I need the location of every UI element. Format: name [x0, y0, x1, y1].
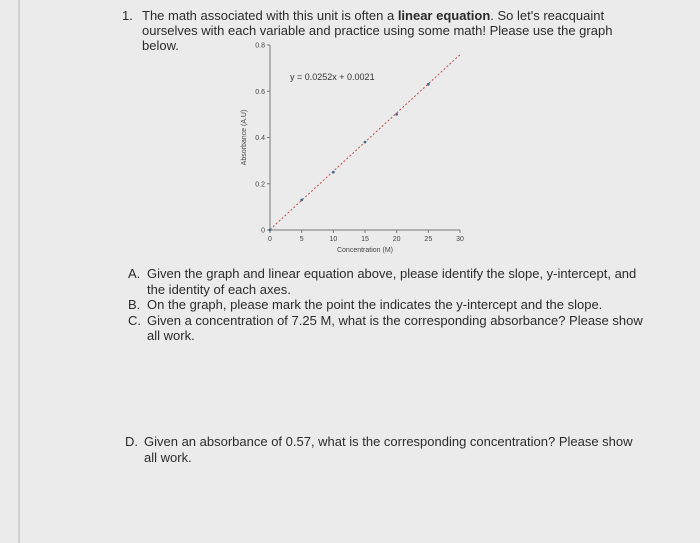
part-a	[128, 266, 644, 297]
part-b	[128, 297, 644, 313]
x-tick-label: 30	[456, 236, 464, 243]
data-point	[395, 113, 398, 116]
x-tick-label: 20	[392, 236, 401, 243]
part-a-text: Given the graph and linear equation above, please identify the slope, y-intercept, and the identity of each axes.	[147, 266, 637, 297]
x-tick-label: 15	[361, 236, 369, 243]
part-a-label: A.	[128, 266, 141, 281]
y-axis-label: Absorbance (A.U)	[241, 109, 248, 166]
question-parts-list	[128, 266, 644, 344]
data-point	[300, 199, 303, 202]
part-b-label: B.	[128, 297, 141, 312]
data-point	[364, 141, 367, 144]
x-tick-label: 10	[329, 236, 338, 243]
question-1-lead: The math associated with this unit is often a	[142, 8, 398, 23]
part-c-label: C.	[128, 312, 141, 328]
page-edge	[18, 0, 20, 543]
y-tick-label: 0.2	[255, 181, 265, 189]
data-point	[427, 83, 430, 86]
y-tick-label: 0.6	[255, 88, 265, 96]
part-d	[125, 434, 647, 465]
question-1-tail: . So let's reacquaint ourselves with each variable and practice using some math! Please use the graph below.	[142, 8, 613, 53]
question-1-bold-term: linear equation	[397, 8, 491, 23]
part-d-text: Given an absorbance of 0.57, what is the corresponding concentration? Please show all work.	[144, 434, 633, 465]
chart-svg	[232, 40, 472, 255]
part-d-label: D.	[125, 434, 138, 449]
x-axis-label: Concentration (M)	[336, 247, 394, 254]
x-tick-label: 0	[268, 236, 272, 243]
y-tick-label: 0.4	[255, 135, 265, 142]
part-b-text: On the graph, please mark the point the indicates the y-intercept and the slope.	[147, 297, 603, 312]
trendline-equation: y = 0.0252x + 0.0021	[290, 72, 375, 82]
data-point	[269, 229, 272, 232]
question-part-d	[125, 434, 647, 465]
y-tick-label: 0	[261, 227, 265, 235]
y-tick-label: 0.8	[255, 42, 265, 50]
x-tick-label: 25	[424, 236, 433, 243]
data-point	[332, 171, 335, 174]
question-number: 1.	[122, 8, 133, 23]
x-tick-label: 5	[299, 236, 304, 243]
part-c	[128, 313, 644, 344]
calibration-chart	[232, 40, 472, 255]
part-c-text: Given a concentration of 7.25 M, what is the corresponding absorbance? Please show all work.	[147, 312, 643, 343]
